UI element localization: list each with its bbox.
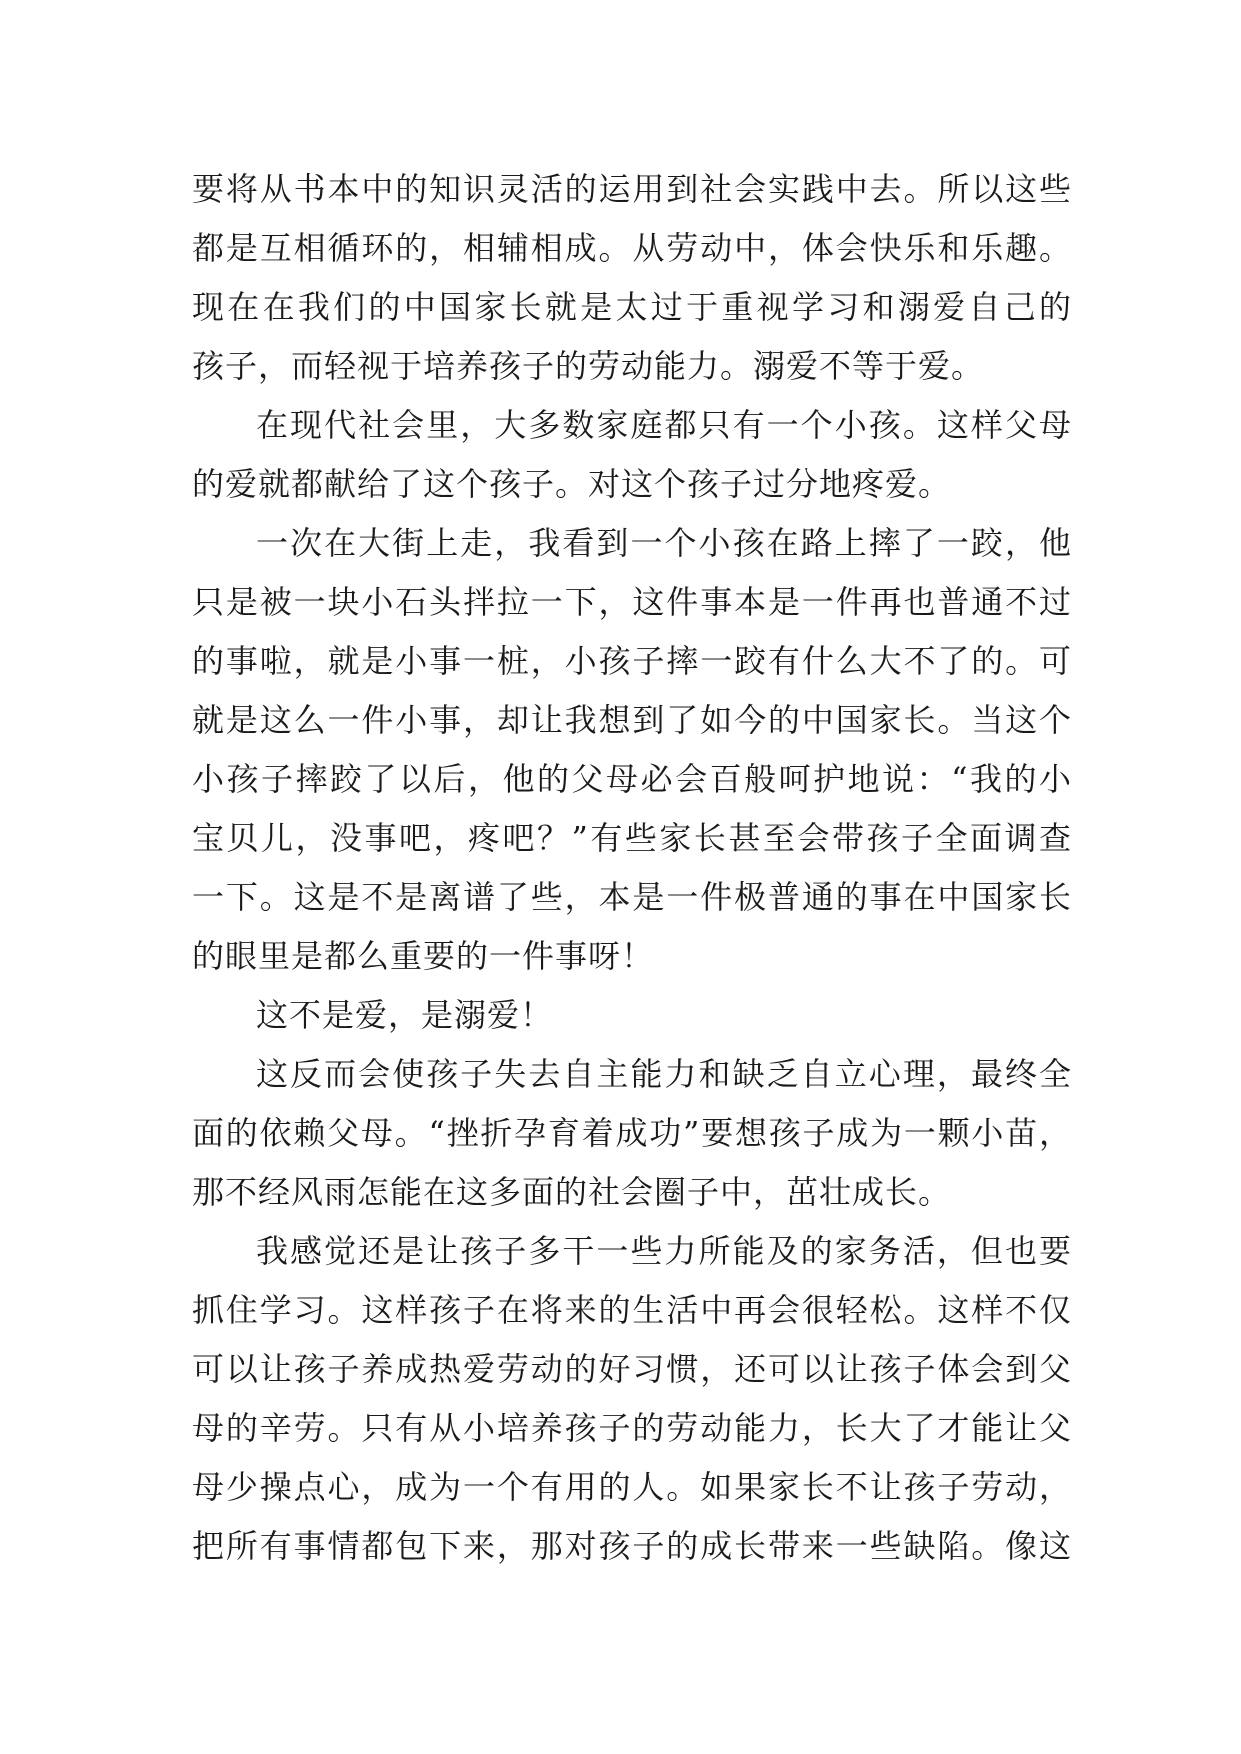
text-line: 一次在大街上走，我看到一个小孩在路上摔了一跤，他 <box>256 524 1072 562</box>
text-line: 我感觉还是让孩子多干一些力所能及的家务活，但也要 <box>256 1232 1072 1270</box>
text-line: 母少操点心，成为一个有用的人。如果家长不让孩子劳动， <box>192 1468 1072 1506</box>
text-line: 面的依赖父母。“挫折孕育着成功”要想孩子成为一颗小苗， <box>192 1114 1072 1152</box>
text-line: 就是这么一件小事，却让我想到了如今的中国家长。当这个 <box>192 701 1072 739</box>
text-line: 宝贝儿，没事吧，疼吧？”有些家长甚至会带孩子全面调查 <box>192 819 1072 857</box>
text-line: 在现代社会里，大多数家庭都只有一个小孩。这样父母 <box>256 406 1072 444</box>
text-line: 可以让孩子养成热爱劳动的好习惯，还可以让孩子体会到父 <box>192 1350 1072 1388</box>
text-line: 的爱就都献给了这个孩子。对这个孩子过分地疼爱。 <box>192 465 952 503</box>
text-line: 的眼里是都么重要的一件事呀！ <box>192 937 655 975</box>
text-line: 这不是爱，是溺爱！ <box>256 996 554 1034</box>
text-line: 的事啦，就是小事一桩，小孩子摔一跤有什么大不了的。可 <box>192 642 1072 680</box>
text-line: 小孩子摔跤了以后，他的父母必会百般呵护地说：“我的小 <box>192 760 1072 798</box>
text-line: 那不经风雨怎能在这多面的社会圈子中，茁壮成长。 <box>192 1173 952 1211</box>
text-line: 母的辛劳。只有从小培养孩子的劳动能力，长大了才能让父 <box>192 1409 1072 1447</box>
text-line: 要将从书本中的知识灵活的运用到社会实践中去。所以这些 <box>192 170 1072 208</box>
text-line: 只是被一块小石头拌拉一下，这件事本是一件再也普通不过 <box>192 583 1072 621</box>
text-line: 抓住学习。这样孩子在将来的生活中再会很轻松。这样不仅 <box>192 1291 1072 1329</box>
document-body <box>192 160 1072 1576</box>
text-line: 一下。这是不是离谱了些，本是一件极普通的事在中国家长 <box>192 878 1072 916</box>
text-line: 现在在我们的中国家长就是太过于重视学习和溺爱自己的 <box>192 288 1072 326</box>
text-line: 都是互相循环的，相辅相成。从劳动中，体会快乐和乐趣。 <box>192 229 1072 267</box>
text-line: 把所有事情都包下来，那对孩子的成长带来一些缺陷。像这 <box>192 1527 1072 1565</box>
text-line: 这反而会使孩子失去自主能力和缺乏自立心理，最终全 <box>256 1055 1072 1093</box>
text-line: 孩子，而轻视于培养孩子的劳动能力。溺爱不等于爱。 <box>192 347 985 385</box>
